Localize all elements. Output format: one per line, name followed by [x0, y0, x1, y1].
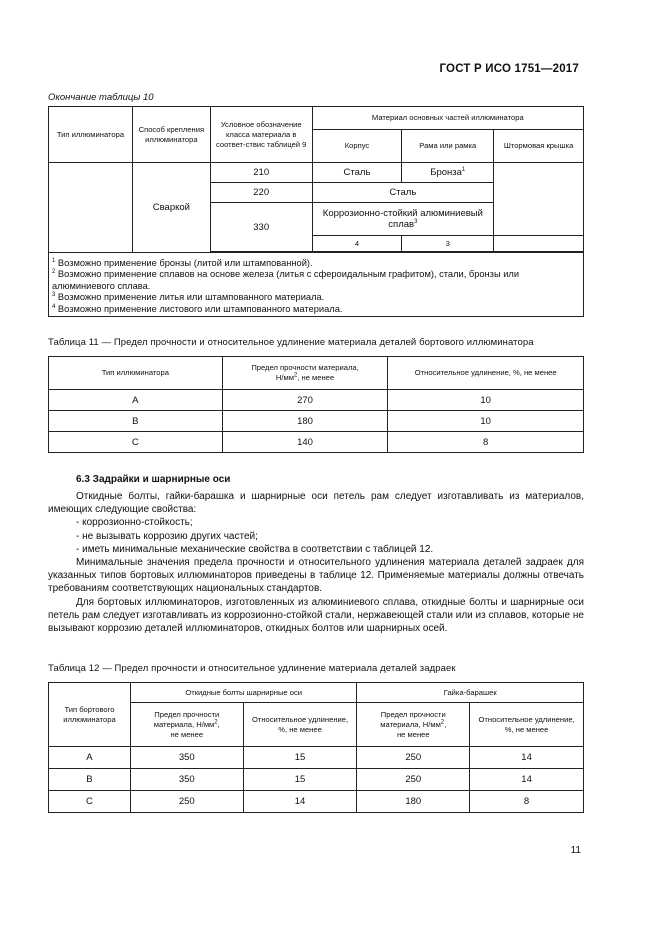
t11-cell-type: A [49, 390, 223, 411]
t11-cell-strength: 140 [222, 432, 388, 453]
t10-cover-cell [494, 163, 584, 236]
footnote-2: $^2$ Возможно применение сплавов на основе железа (литья с сфероидальным графитом), стали, бронзы или алюминиевого сплава. [52, 269, 520, 291]
footnote-4: $^4$ Возможно применение листового или штампованного материала. [52, 303, 343, 314]
t10-header-mount: Способ крепления иллюминатора [132, 107, 210, 163]
t12-cell-bolts-strength: 350 [130, 747, 243, 769]
list-item: - коррозионно-стойкость; [76, 517, 193, 529]
t12-cell-nut-strength: 250 [357, 769, 470, 791]
t10-r1-frame: Бронза$^1$ [402, 163, 494, 183]
page-number: 11 [570, 845, 581, 856]
footnote-3: $^3$ Возможно применение литья или штампованного материала. [52, 292, 325, 303]
table-row [49, 791, 584, 813]
table12-caption: Таблица 12 — Предел прочности и относительное удлинение материала деталей задраек [48, 663, 456, 674]
t11-cell-elongation: 10 [388, 411, 584, 432]
t10-cover-empty [494, 236, 584, 252]
t12-cell-type: A [49, 747, 131, 769]
t11-cell-strength: 270 [222, 390, 388, 411]
t12-cell-bolts-elongation: 15 [243, 747, 357, 769]
t12-header-nut-strength: Предел прочности материала, $Н/мм^2$, не менее [357, 703, 470, 747]
t10-r1-body: Сталь [312, 163, 402, 183]
t12-cell-type: B [49, 769, 131, 791]
t12-cell-bolts-strength: 350 [130, 769, 243, 791]
document-header: ГОСТ Р ИСО 1751—2017 [439, 63, 579, 75]
t12-cell-nut-elongation: 8 [470, 791, 584, 813]
t10-header-cover: Штормовая крышка [494, 130, 584, 163]
t12-cell-type: C [49, 791, 131, 813]
table-row [49, 390, 584, 411]
table-row [49, 432, 584, 453]
t10-r1-class: 210 [210, 163, 312, 183]
t10-type-cell [49, 163, 133, 253]
t10-r2-material: Сталь [312, 183, 494, 203]
table-row [49, 411, 584, 432]
t12-cell-bolts-strength: 250 [130, 791, 243, 813]
t11-header-strength: Предел прочности материала, $Н/мм^2$, не менее [222, 357, 388, 390]
t10-header-class: Условное обозначение класса материала в соответ-ствиc таблицей 9 [210, 107, 312, 163]
paragraph: Для бортовых иллюминаторов, изготовленных из алюминиевого сплава, откидные болты и шарнирные оси петель рам следует изготавливать из коррозионно-стойкой стали, нержавеющей стали или из сплавов, которые не вызывают коррозию деталей иллюминаторов, откидных болтов или шарнирных осей. [48, 596, 584, 635]
table-row [49, 769, 584, 791]
t11-cell-elongation: 10 [388, 390, 584, 411]
t12-cell-nut-strength: 180 [357, 791, 470, 813]
section-body [48, 490, 584, 635]
t12-header-bolts-elongation: Относительное удлинение, %, не менее [243, 703, 357, 747]
t12-header-nut-elongation: Относительное удлинение, %, не менее [470, 703, 584, 747]
t10-r3-frame-note: 3 [402, 236, 494, 252]
t10-r2-class: 220 [210, 183, 312, 203]
t12-header-bolts: Откидные болты шарнирные оси [130, 683, 357, 703]
t12-cell-bolts-elongation: 15 [243, 769, 357, 791]
t11-cell-type: C [49, 432, 223, 453]
t10-header-body: Корпус [312, 130, 402, 163]
paragraph: Минимальные значения предела прочности и относительного удлинения материала деталей задраек для указанных типов бортовых иллюминаторов приведены в таблице 12. Применяемые материалы должны отвечать требованиям соответствующих национальных стандартов. [48, 557, 584, 595]
t12-cell-nut-elongation: 14 [470, 747, 584, 769]
t10-footnotes [52, 258, 582, 315]
t12-header-nut: Гайка-барашек [357, 683, 584, 703]
t10-r3-class: 330 [210, 203, 312, 252]
t10-r3-material: Коррозионно-стойкий алюминиевый сплав$^3$ [312, 203, 494, 236]
t10-header-type: Тип иллюминатора [49, 107, 133, 163]
t10-mount-value: Сваркой [132, 163, 210, 253]
table-11 [48, 356, 584, 453]
t11-cell-type: B [49, 411, 223, 432]
t12-cell-nut-strength: 250 [357, 747, 470, 769]
t12-header-bolts-strength: Предел прочности материала, $Н/мм^2$, не менее [130, 703, 243, 747]
table11-caption: Таблица 11 — Предел прочности и относительное удлинение материала деталей бортового иллюминатора [48, 337, 534, 348]
t10-header-frame: Рама или рамка [402, 130, 494, 163]
t12-cell-nut-elongation: 14 [470, 769, 584, 791]
footnote-1: $^1$ Возможно применение бронзы (литой или штампованной). [52, 257, 313, 268]
t12-header-type: Тип бортового иллюминатора [49, 683, 131, 747]
t10-r3-body-note: 4 [312, 236, 402, 252]
t11-header-elongation: Относительное удлинение, %, не менее [388, 357, 584, 390]
paragraph: Откидные болты, гайки-барашка и шарнирные оси петель рам следует изготавливать из материалов, имеющих следующие свойства: [48, 491, 584, 516]
t11-header-type: Тип иллюминатора [49, 357, 223, 390]
table10-caption: Окончание таблицы 10 [48, 92, 154, 103]
t11-cell-elongation: 8 [388, 432, 584, 453]
section-title: 6.3 Задрайки и шарнирные оси [76, 474, 231, 485]
table-12 [48, 682, 584, 813]
list-item: - не вызывать коррозию других частей; [76, 530, 258, 542]
t11-cell-strength: 180 [222, 411, 388, 432]
t10-header-material: Материал основных частей иллюминатора [312, 107, 583, 130]
list-item: - иметь минимальные механические свойства в соответствии с таблицей 12. [76, 543, 434, 555]
t12-cell-bolts-elongation: 14 [243, 791, 357, 813]
table-row [49, 747, 584, 769]
